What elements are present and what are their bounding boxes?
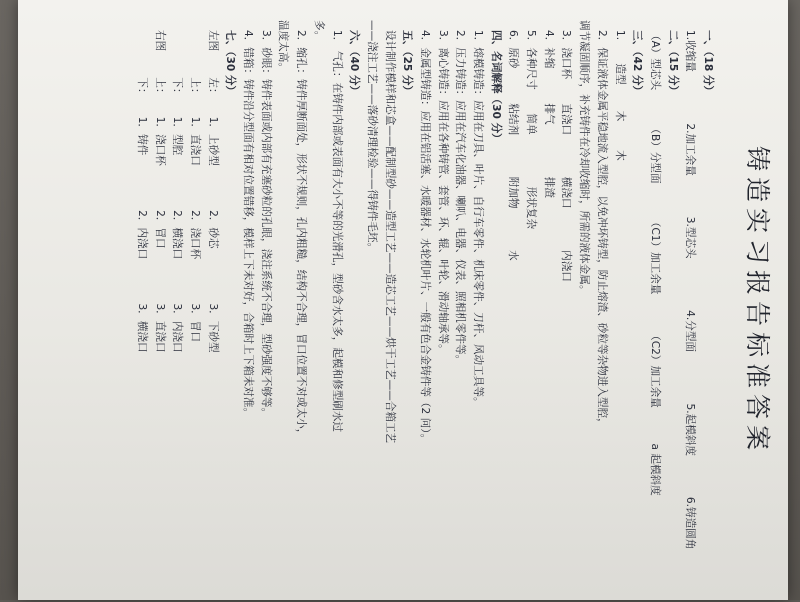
s3-num: 1. bbox=[613, 30, 626, 41]
s3-cell: 3．浇口杯 bbox=[560, 30, 573, 80]
s3-cell: 排渣 bbox=[542, 176, 555, 198]
s7-cell: 2．内浇口 bbox=[136, 210, 148, 260]
s1-item: 1.收缩量 bbox=[684, 30, 697, 72]
s3-row-6 bbox=[504, 20, 522, 582]
s7-cell: 3．冒口 bbox=[189, 303, 202, 343]
s3-cell: 附加物 bbox=[507, 176, 520, 209]
s3-cell: 粘结剂 bbox=[507, 103, 520, 136]
s3-cell: 水 bbox=[507, 250, 520, 261]
document-body bbox=[132, 20, 716, 582]
section-6-heading: 六、（40 分） bbox=[348, 30, 361, 97]
s6-item-2b: 温度太高。 bbox=[277, 20, 290, 73]
s7-cell: 1．直浇口 bbox=[189, 116, 202, 166]
s3-cell: 6．原砂 bbox=[507, 30, 520, 69]
s4-item-2: 2．压力铸造：应用在汽车化油器、喇叭、电器、仪表、照相机零件等。 bbox=[454, 30, 467, 366]
s2-item: （B）分型面 bbox=[648, 123, 661, 184]
s1-item: 3.型芯头 bbox=[684, 216, 697, 259]
s3-cell: 形状复杂 bbox=[525, 186, 538, 230]
s3-row-1 bbox=[610, 20, 628, 582]
s5-line-1: 设计制作模样和芯盒——配制型砂——造型工艺——造芯工艺——烘干工艺——合箱工艺 bbox=[383, 30, 396, 444]
s7-cell: 下： bbox=[171, 77, 184, 99]
s7-cell: 2．横浇口 bbox=[171, 210, 184, 260]
s6-item-4: 4．错箱：铸件沿分型面有相对位置错移，模样上下未对好，合箱时上下箱未对准。 bbox=[242, 30, 255, 419]
s3-cell: 内浇口 bbox=[560, 250, 573, 282]
s7-cell: 1．上砂型 bbox=[206, 116, 219, 166]
s3-cell: 木 bbox=[613, 150, 626, 161]
s3-cell: 5．各种尺寸 bbox=[525, 30, 538, 90]
s3-cell: 4．补缩 bbox=[542, 30, 555, 69]
s3-cell: 排气 bbox=[542, 103, 555, 125]
sheet-wrapper bbox=[18, 0, 788, 602]
s3-row-3 bbox=[557, 20, 575, 582]
s4-item-4: 4．金属型铸造：应用在铝活塞、水暖器材、水轮机叶片、一般有色合金铸件等（2 问）。 bbox=[419, 30, 431, 445]
s7-left-row-3 bbox=[168, 20, 186, 582]
s2-item: （C2）加工余量 bbox=[648, 330, 661, 408]
s7-cell: 2．浇口杯 bbox=[189, 210, 202, 260]
s7-right-row-2 bbox=[132, 20, 150, 582]
s2-item: a 起模斜度 bbox=[648, 443, 661, 496]
s7-cell: 1．铸件 bbox=[136, 116, 148, 156]
s7-cell: 1．型腔 bbox=[171, 116, 184, 156]
s7-cell: 左： bbox=[206, 77, 219, 99]
s7-cell: 3．横浇口 bbox=[136, 303, 148, 353]
s3-row-4 bbox=[539, 20, 557, 582]
s7-cell: 2．冒口 bbox=[153, 210, 166, 249]
s7-left-row-2 bbox=[185, 20, 203, 582]
document-title: 铸造实习报告标准答案 bbox=[743, 145, 772, 456]
s3-cell: 造型 bbox=[613, 63, 626, 85]
section-7-heading: 七、（30 分） bbox=[224, 30, 237, 97]
answer-sheet bbox=[18, 0, 788, 600]
s6-item-1a: 1． 气孔：在铸件内部或表面有大小不等的光滑孔，型砂含水太多，起模和修型刷水过 bbox=[330, 30, 343, 433]
s6-item-3: 3．砂眼：铸件表面或内部有充塞砂粒的孔眼，浇注系统不合理，型砂强度不够等。 bbox=[259, 30, 272, 419]
s7-cell: 上： bbox=[153, 77, 166, 99]
s3-row-5 bbox=[521, 20, 539, 582]
s7-group-label: 右图 bbox=[153, 30, 166, 52]
section-1-heading: 一、（18 分） bbox=[702, 30, 714, 97]
s7-cell: 3．下砂型 bbox=[206, 303, 219, 353]
s7-left-row-1 bbox=[203, 20, 221, 582]
s7-right-row-1 bbox=[150, 20, 168, 582]
s3-cell: 直浇口 bbox=[560, 103, 573, 136]
s7-cell: 3．直浇口 bbox=[153, 303, 166, 353]
s3-cell: 木 bbox=[613, 110, 626, 122]
section-2-heading: 二、（15 分） bbox=[666, 30, 679, 97]
s7-cell: 下： bbox=[136, 77, 148, 99]
s2-item: （C1）加工余量 bbox=[648, 216, 661, 295]
section-3-heading: 三、（42 分） bbox=[631, 30, 644, 97]
s6-item-1b: 多。 bbox=[312, 20, 325, 42]
s1-item: 2.加工余量 bbox=[684, 123, 697, 176]
s3-cell: 简单 bbox=[525, 113, 538, 135]
s3-row-2a: 2．保证液体金属平稳地流入型腔，以免冲坏铸型，防止熔渣、砂粒等杂物进入型腔， bbox=[595, 30, 608, 429]
s1-item: 4.分型面 bbox=[684, 310, 697, 353]
s7-cell: 3．内浇口 bbox=[171, 303, 184, 353]
s7-cell: 上： bbox=[189, 77, 202, 99]
s4-item-3: 3．离心铸造：应用在各种铸管、套管、环、辊、叶轮、滑动轴承等。 bbox=[436, 30, 449, 355]
s4-item-1: 1．熔模铸造：应用在刀具、叶片、自行车零件、机床零件、刀杆、风动工具等。 bbox=[472, 30, 485, 408]
section-5-heading: 五、（25 分） bbox=[401, 30, 414, 97]
s6-item-2a: 2．缩孔：铸件厚断面处，形状不规则，孔内粗糙，结构不合理，冒口位置不对或太小， bbox=[295, 30, 308, 440]
s3-row-2b: 调节凝固顺序，补充铸件在冷却收缩时，所需的液体金属。 bbox=[578, 20, 591, 296]
s1-item: 5.起模斜度 bbox=[684, 403, 697, 456]
s7-group-label: 左图 bbox=[206, 30, 219, 52]
s5-line-2: ——浇注工艺——落砂清理检验——得铸件毛坯。 bbox=[365, 20, 378, 254]
section-4-heading: 四、名词解释（30 分） bbox=[489, 30, 502, 144]
s1-item: 6.铸造圆角 bbox=[684, 496, 697, 550]
s7-cell: 1．浇口杯 bbox=[153, 116, 166, 166]
sheet-content bbox=[28, 16, 778, 586]
s3-cell: 横浇口 bbox=[560, 176, 573, 209]
section-1-answers bbox=[681, 20, 699, 582]
s7-cell: 2．砂芯 bbox=[206, 210, 219, 249]
s2-item: （A）型芯头 bbox=[648, 30, 661, 91]
section-2-answers bbox=[645, 20, 663, 582]
